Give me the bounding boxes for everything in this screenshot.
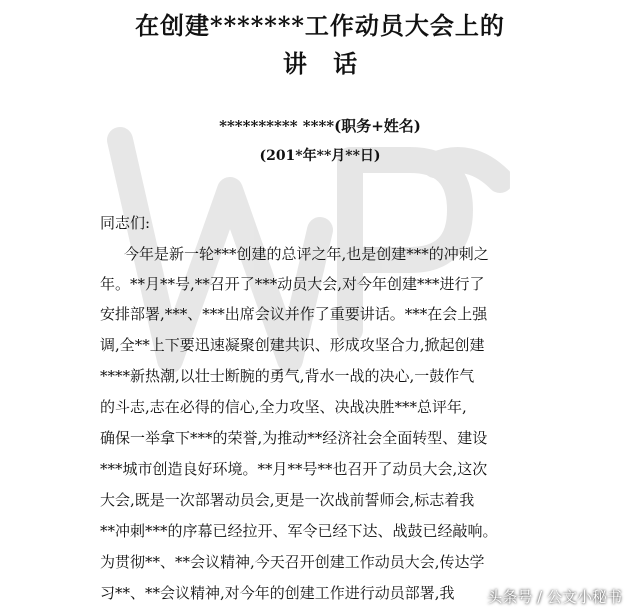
body-line: ***城市创造良好环境。**月**号**也召开了动员大会,这次 bbox=[100, 460, 488, 478]
salutation: 同志们: bbox=[100, 214, 151, 232]
body-line: 确保一举拿下***的荣誉,为推动**经济社会全面转型、建设 bbox=[100, 429, 488, 447]
body-line: 今年是新一轮***创建的总评之年,也是创建***的冲刺之 bbox=[124, 245, 489, 263]
body-line: 调,全**上下要迅速凝聚创建共识、形成攻坚合力,掀起创建 bbox=[100, 336, 485, 354]
speech-date: (201*年**月**日) bbox=[259, 148, 381, 164]
speech-title-line2: 讲 话 bbox=[282, 49, 358, 78]
body-line: 年。**月**号,**召开了***动员大会,对今年创建***进行了 bbox=[100, 275, 485, 293]
speaker-line: ********** ****(职务+姓名) bbox=[219, 117, 421, 135]
body-line: **冲刺***的序幕已经拉开、军令已经下达、战鼓已经敲响。 bbox=[100, 522, 498, 540]
body-line: 大会,既是一次部署动员会,更是一次战前誓师会,标志着我 bbox=[100, 491, 475, 509]
body-line: 的斗志,志在必得的信心,全力攻坚、决战决胜***总评年, bbox=[100, 398, 467, 416]
source-watermark-label: 头条号 / 公文小秘书 bbox=[487, 588, 622, 606]
body-line: 习**、**会议精神,对今年的创建工作进行动员部署,我 bbox=[100, 584, 455, 602]
body-line: 安排部署,***、***出席会议并作了重要讲话。***在会上强 bbox=[100, 305, 488, 323]
speech-title-line1: 在创建*******工作动员大会上的 bbox=[135, 11, 505, 40]
body-line: ****新热潮,以壮士断腕的勇气,背水一战的决心,一鼓作气 bbox=[100, 367, 475, 385]
body-line: 为贯彻**、**会议精神,今天召开创建工作动员大会,传达学 bbox=[100, 553, 485, 571]
